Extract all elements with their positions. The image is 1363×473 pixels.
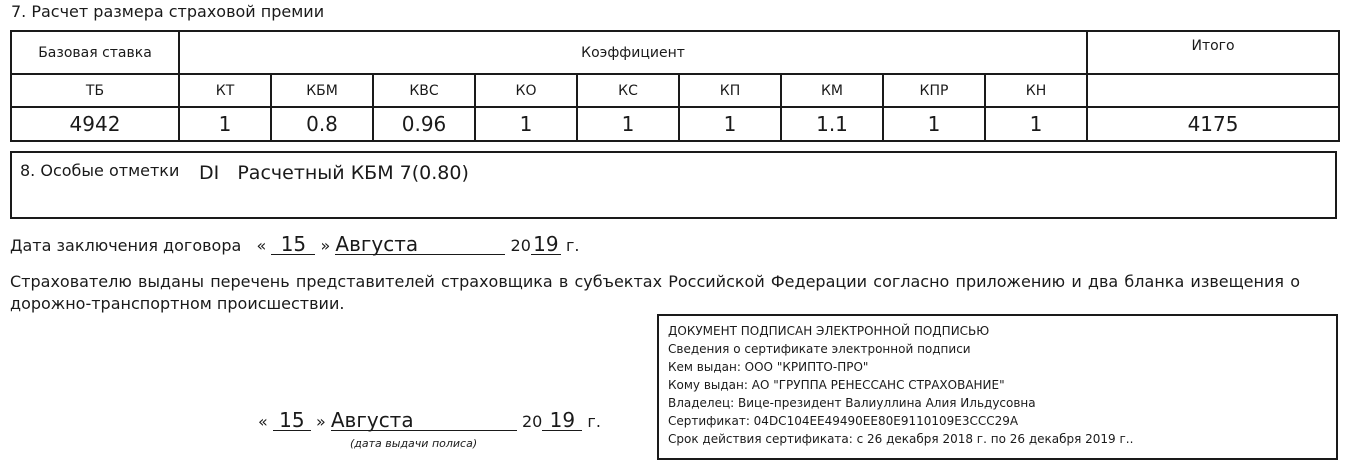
column-name-kpr: КПР	[883, 74, 985, 107]
signature-line-heading: ДОКУМЕНТ ПОДПИСАН ЭЛЕКТРОННОЙ ПОДПИСЬЮ	[668, 324, 990, 338]
issue-date-day: 15	[273, 410, 311, 431]
value-ko: 1	[475, 107, 577, 141]
value-kvs: 0.96	[373, 107, 475, 141]
header-total: Итого	[1087, 31, 1339, 74]
issue-date-year-unit: г.	[587, 412, 601, 431]
column-name-km: КМ	[781, 74, 883, 107]
value-total: 4175	[1087, 107, 1339, 141]
column-name-total	[1087, 74, 1339, 107]
policy-issue-date-caption: (дата выдачи полиса)	[350, 437, 478, 450]
special-notes-label: 8. Особые отметки	[20, 161, 180, 180]
signature-line-info: Сведения о сертификате электронной подписи	[668, 342, 971, 356]
contract-date-year-prefix: 20	[510, 236, 531, 255]
table-header-row	[11, 31, 1339, 74]
value-kbm: 0.8	[271, 107, 373, 141]
electronic-signature-text	[668, 322, 1133, 448]
signature-line-owner: Владелец: Вице-президент Валиуллина Алия Ильдусовна	[668, 396, 1036, 410]
issue-date-close-quote: »	[315, 412, 326, 431]
issue-date-month: Августа	[331, 410, 517, 431]
signature-line-validity: Срок действия сертификата: с 26 декабря 2018 г. по 26 декабря 2019 г..	[668, 432, 1134, 446]
header-base-rate: Базовая ставка	[11, 31, 179, 74]
value-kt: 1	[179, 107, 271, 141]
issue-date-year-prefix: 20	[521, 412, 543, 431]
header-coefficient: Коэффициент	[179, 31, 1087, 74]
table-column-names-row	[11, 74, 1339, 107]
column-name-ks: КС	[577, 74, 679, 107]
issue-date-open-quote: «	[258, 412, 268, 431]
column-name-kp: КП	[679, 74, 781, 107]
column-name-kvs: КВС	[373, 74, 475, 107]
contract-date-label: Дата заключения договора	[10, 236, 242, 255]
contract-date-year: 19	[531, 234, 561, 255]
section-7-title: 7. Расчет размера страховой премии	[11, 2, 325, 21]
signature-line-recipient: Кому выдан: АО "ГРУППА РЕНЕССАНС СТРАХОВАНИЕ"	[668, 378, 1005, 392]
value-kn: 1	[985, 107, 1087, 141]
contract-date-year-unit: г.	[565, 236, 580, 255]
special-notes-value: DI Расчетный КБМ 7(0.80)	[199, 162, 469, 184]
column-name-kbm: КБМ	[271, 74, 373, 107]
contract-date-line	[10, 234, 579, 255]
policy-issue-date-line	[258, 410, 601, 431]
contract-date-close-quote: »	[320, 236, 331, 255]
contract-date-day: 15	[271, 234, 315, 255]
value-tb: 4942	[11, 107, 179, 141]
column-name-kn: КН	[985, 74, 1087, 107]
issue-date-year: 19	[542, 410, 582, 431]
signature-line-certificate: Сертификат: 04DC104EE49490EE80E9110109E3CCC29A	[668, 414, 1019, 428]
column-name-ko: КО	[475, 74, 577, 107]
contract-date-month: Августа	[335, 234, 505, 255]
value-km: 1.1	[781, 107, 883, 141]
signature-line-issuer: Кем выдан: ООО "КРИПТО-ПРО"	[668, 360, 869, 374]
table-values-row	[11, 107, 1339, 141]
value-kp: 1	[679, 107, 781, 141]
representatives-paragraph: Страхователю выданы перечень представителей страховщика в субъектах Российской Федерации согласно приложению и два бланка извещения о дорожно-транспортном происшествии.	[10, 272, 1300, 313]
premium-calculation-table	[10, 30, 1340, 142]
value-kpr: 1	[883, 107, 985, 141]
column-name-tb: ТБ	[11, 74, 179, 107]
value-ks: 1	[577, 107, 679, 141]
column-name-kt: КТ	[179, 74, 271, 107]
contract-date-open-quote: «	[256, 236, 267, 255]
